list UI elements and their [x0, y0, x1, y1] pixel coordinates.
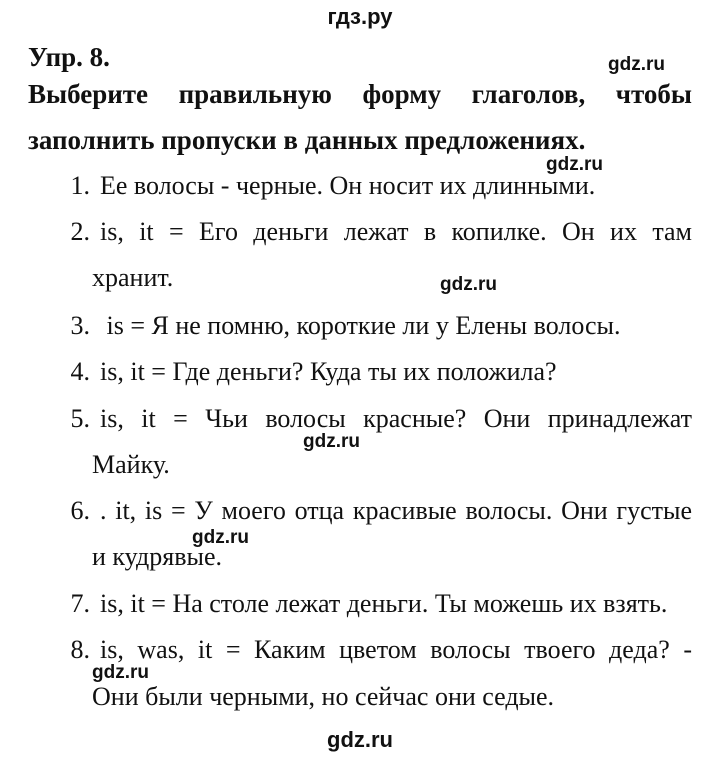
item-number: 4. [70, 357, 90, 386]
site-watermark-header: гдз.ру [327, 4, 393, 29]
item-text: is, it = Где деньги? Куда ты их положила? [100, 357, 557, 386]
item-number: 1. [70, 171, 90, 200]
site-watermark-footer: gdz.ru [327, 727, 393, 752]
item-text-continuation: Майку. [92, 450, 170, 479]
item-text: is, it = Чьи волосы красные? Они принадлежат [100, 404, 692, 433]
item-text-continuation: Они были черными, но сейчас они седые. [92, 682, 555, 711]
instruction-line-1: Выберите правильную форму глаголов, чтобы [28, 79, 692, 109]
item-number: 2. [70, 217, 90, 246]
watermark: gdz.ru [192, 527, 249, 548]
exercise-title: Упр. 8. [28, 42, 110, 72]
item-text-continuation: и кудрявые. [92, 542, 223, 571]
instruction-line-2: заполнить пропуски в данных предложениях. [28, 125, 586, 155]
item-text: . it, is = У моего отца красивые волосы. Они густые [100, 496, 692, 525]
watermark: gdz.ru [608, 54, 665, 75]
item-number: 3. [70, 311, 90, 340]
item-number: 6. [70, 496, 90, 525]
watermark: gdz.ru [546, 154, 603, 175]
watermark: gdz.ru [303, 431, 360, 452]
item-text: is, it = Его деньги лежат в копилке. Он их там [100, 217, 692, 246]
item-text: is, it = На столе лежат деньги. Ты можешь их взять. [100, 589, 668, 618]
item-text: is, was, it = Каким цветом волосы твоего деда? - [100, 635, 692, 664]
item-number: 8. [70, 635, 90, 664]
watermark: gdz.ru [440, 274, 497, 295]
watermark: gdz.ru [92, 662, 149, 683]
item-number: 5. [70, 404, 90, 433]
item-number: 7. [70, 589, 90, 618]
item-text-continuation: хранит. [92, 263, 174, 292]
item-text: Ее волосы - черные. Он носит их длинными. [100, 171, 596, 200]
item-text: is = Я не помню, короткие ли у Елены волосы. [100, 311, 621, 340]
